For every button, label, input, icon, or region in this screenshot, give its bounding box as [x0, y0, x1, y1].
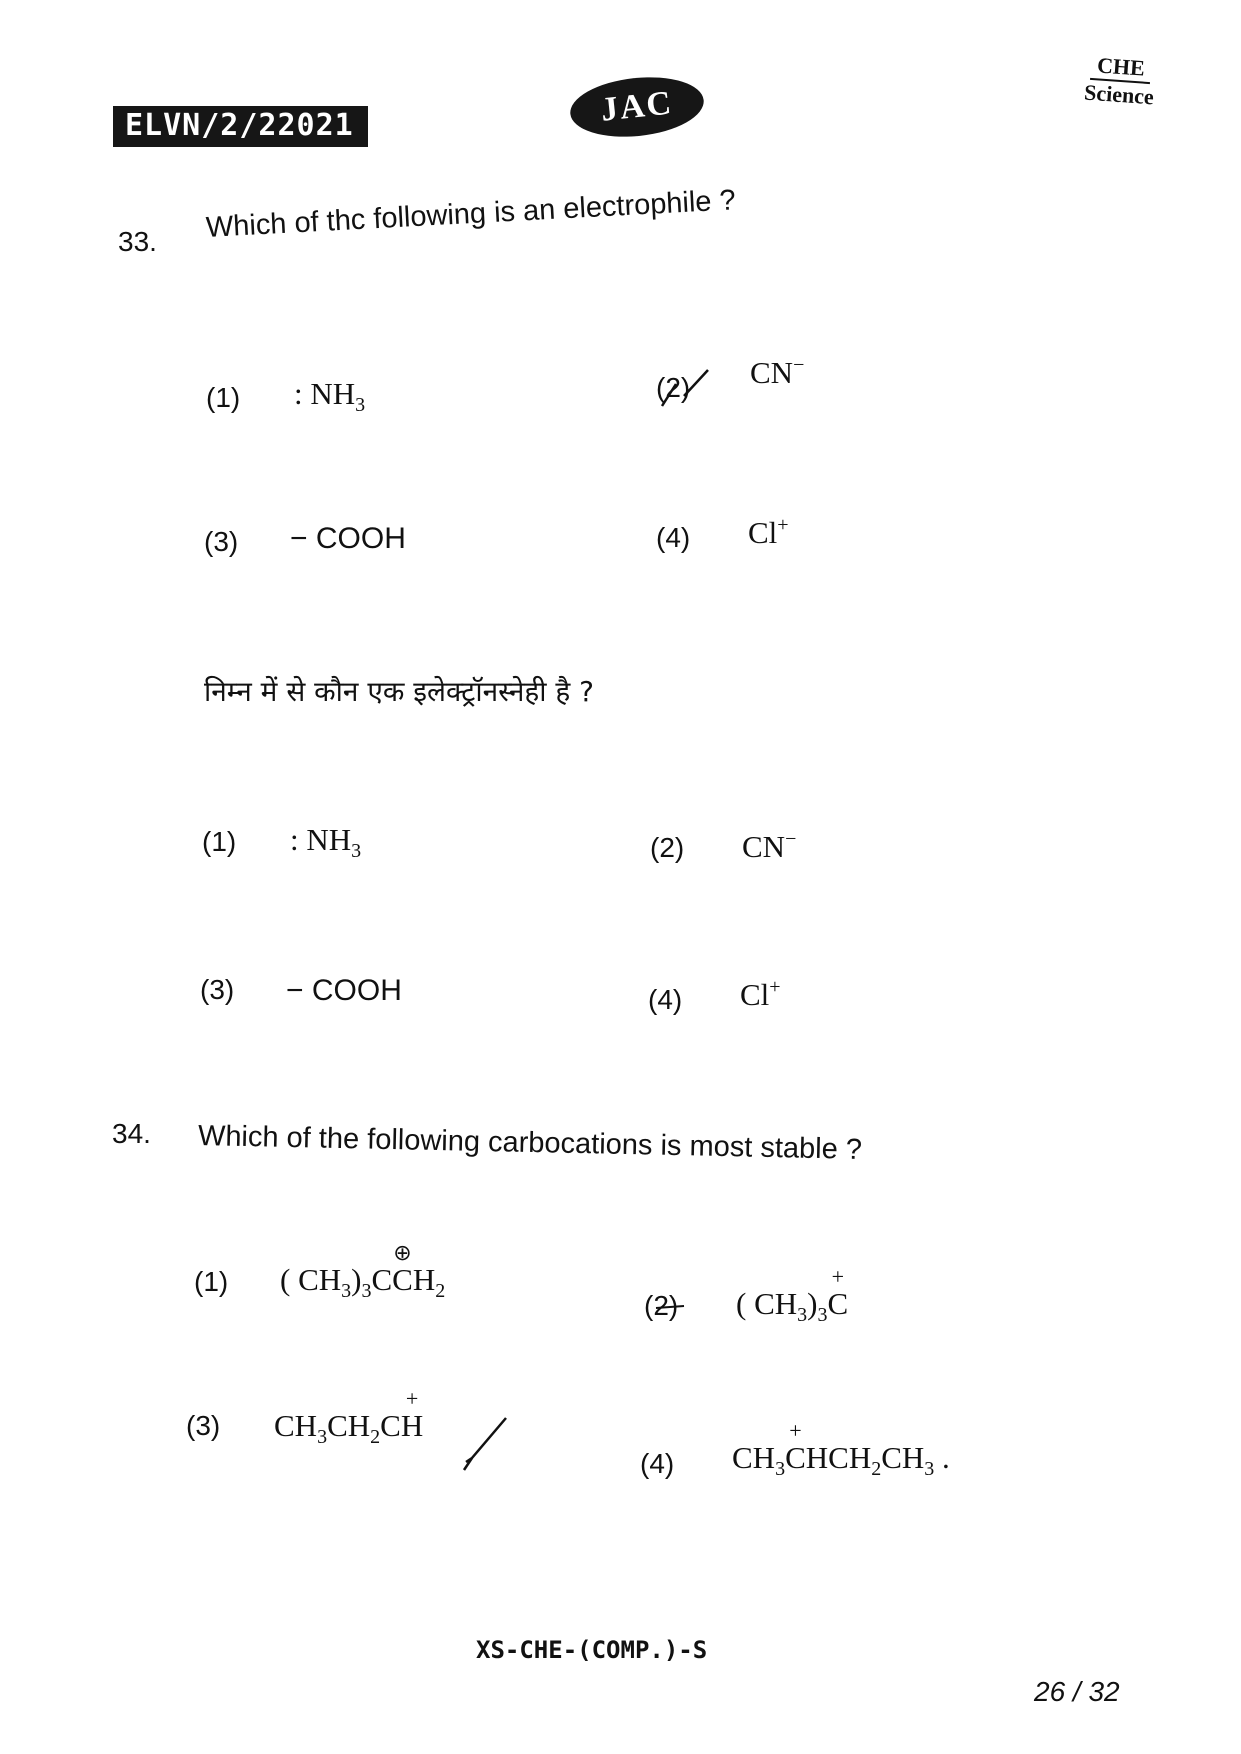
- option-number: (2): [644, 1290, 679, 1321]
- option-number: (1): [206, 382, 241, 413]
- option-number: (1): [202, 826, 237, 857]
- tick-mark-icon: [656, 360, 712, 412]
- paper-code: ELVN/2/22021: [113, 106, 368, 147]
- footer-code: XS-CHE-(COMP.)-S: [476, 1636, 708, 1664]
- q34-option-3-formula: $CH_3CH_2CH$ +: [274, 1386, 424, 1448]
- option-number: (3): [200, 974, 235, 1005]
- hindi-option-4-formula: Cl+: [740, 976, 781, 1012]
- option-number: (3): [204, 526, 239, 557]
- board-logo: JAC: [567, 71, 706, 143]
- page-number: 26 / 32: [1034, 1676, 1120, 1707]
- option-number: (2): [650, 832, 685, 863]
- tick-mark-icon: [460, 1414, 512, 1474]
- option-number: (4): [648, 984, 683, 1015]
- question-text-hindi: निम्न में से कौन एक इलेक्ट्रॉनस्नेही है ?: [204, 675, 595, 708]
- q34-option-4-formula: $CH_3C$ + $HCH_2CH_3$ .: [732, 1418, 950, 1480]
- q34-option-1-formula: ( $CH_3)_3CC$ ⊕ $H_2$: [280, 1240, 446, 1302]
- question-number: 34.: [112, 1118, 151, 1149]
- option-number: (1): [194, 1266, 229, 1297]
- option-number: (4): [640, 1448, 675, 1479]
- hindi-option-1-formula: : $NH_3$: [290, 822, 362, 862]
- q34-option-2-formula: ( $CH_3)_3C$ +: [736, 1264, 849, 1326]
- option-2-formula: CN−: [750, 354, 805, 390]
- option-number: (2): [656, 372, 691, 403]
- strike-mark-icon: [650, 1288, 690, 1328]
- question-text: Which of thc following is an electrophile ?: [205, 184, 737, 244]
- option-number: (4): [656, 522, 691, 553]
- option-4-formula: Cl+: [748, 514, 789, 550]
- question-number: 33.: [118, 226, 157, 257]
- subject-top: CHE: [1090, 52, 1151, 84]
- hindi-option-2-formula: CN−: [742, 828, 797, 864]
- question-text: Which of the following carbocations is most stable ?: [197, 1120, 863, 1166]
- hindi-option-3-formula: − COOH: [286, 974, 402, 1007]
- option-3-formula: − COOH: [290, 522, 406, 555]
- subject-tag: [1070, 51, 1170, 112]
- option-1-formula: : $NH_3$: [294, 376, 366, 416]
- option-number: (3): [186, 1410, 221, 1441]
- subject-bottom: Science: [1083, 79, 1155, 110]
